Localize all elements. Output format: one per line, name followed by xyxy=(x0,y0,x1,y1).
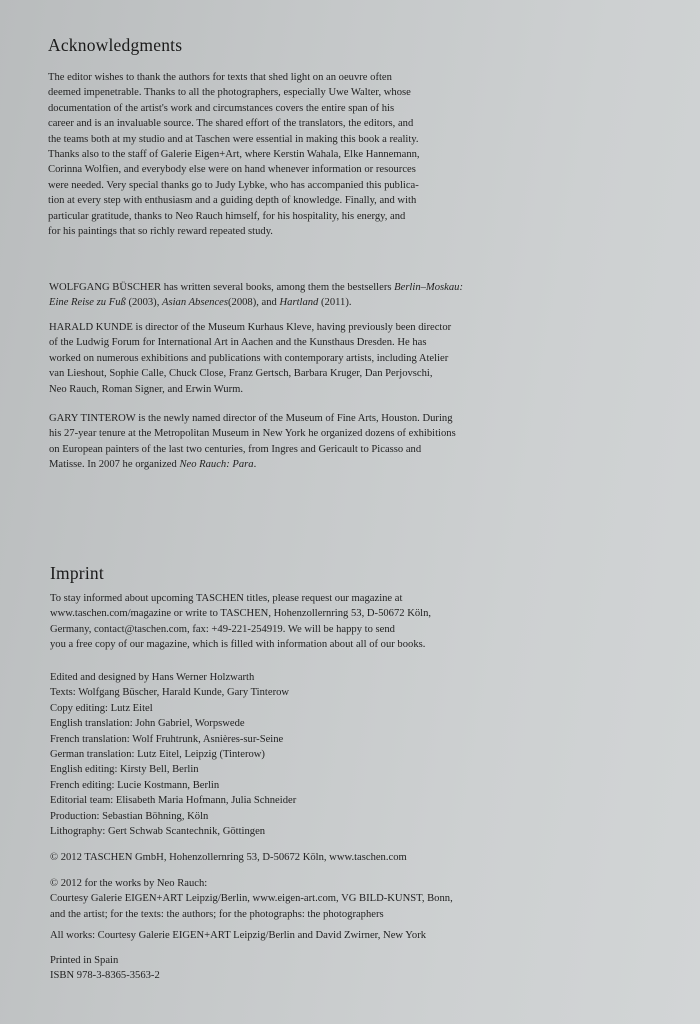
text-line: you a free copy of our magazine, which is filled with information about all of our books. xyxy=(50,639,426,651)
book-title: Hartland xyxy=(279,297,319,309)
text-line: To stay informed about upcoming TASCHEN titles, please request our magazine at xyxy=(50,593,403,604)
imprint-heading: Imprint xyxy=(50,563,104,583)
text-line: Thanks also to the staff of Galerie Eigen+Art, where Kerstin Wahala, Elke Hannemann, xyxy=(48,149,420,161)
copyright-publisher xyxy=(50,850,407,865)
acknowledgments-heading: Acknowledgments xyxy=(48,35,183,55)
text-line: Neo Rauch, Roman Signer, and Erwin Wurm. xyxy=(49,383,244,395)
text-line: All works: Courtesy Galerie EIGEN+ART Leipzig/Berlin and David Zwirner, New York xyxy=(50,930,427,941)
credit-line: Copy editing: Lutz Eitel xyxy=(50,702,153,714)
text-line: Matisse. In 2007 he organized Neo Rauch: Para. xyxy=(49,459,257,471)
credit-line: English editing: Kirsty Bell, Berlin xyxy=(50,764,199,776)
text-line: www.taschen.com/magazine or write to TASCHEN, Hohenzollernring 53, D-50672 Köln, xyxy=(50,608,432,620)
text-line: © 2012 for the works by Neo Rauch: xyxy=(50,878,208,889)
credit-line: English translation: John Gabriel, Worpswede xyxy=(50,718,245,730)
text-line: The editor wishes to thank the authors for texts that shed light on an oeuvre often xyxy=(48,72,392,83)
all-works-credit xyxy=(50,928,426,943)
exhibition-title: Neo Rauch: Para xyxy=(179,459,254,471)
text-line: deemed impenetrable. Thanks to all the photographers, especially Uwe Walter, whose xyxy=(48,87,411,99)
imprint-credits xyxy=(50,670,296,839)
bio-buscher xyxy=(49,280,463,311)
text-line: HARALD KUNDE is director of the Museum Kurhaus Kleve, having previously been director xyxy=(49,322,452,333)
credit-line: French translation: Wolf Fruhtrunk, Asnières-sur-Seine xyxy=(50,733,284,745)
credit-line: German translation: Lutz Eitel, Leipzig (Tinterow) xyxy=(50,749,265,761)
book-title: Eine Reise zu Fuß xyxy=(49,297,126,309)
printed-in: Printed in Spain xyxy=(50,955,119,966)
text-line: the teams both at my studio and at Taschen were essential in making this book a reality. xyxy=(48,133,419,145)
copyright-works xyxy=(50,876,453,922)
text-line: his 27-year tenure at the Metropolitan Museum in New York he organized dozens of exhibitions xyxy=(49,428,456,440)
credit-line: Edited and designed by Hans Werner Holzwarth xyxy=(50,672,255,683)
acknowledgments-text xyxy=(48,70,420,239)
text-line: Eine Reise zu Fuß (2003), Asian Absences(2008), and Hartland (2011). xyxy=(49,297,352,309)
text-line: of the Ludwig Forum for International Art in Aachen and the Kunsthaus Dresden. He has xyxy=(49,337,427,349)
text-line: Corinna Wolfien, and everybody else were on hand whenever information or resources xyxy=(48,164,416,176)
book-title: Berlin–Moskau: xyxy=(394,282,463,293)
imprint-intro xyxy=(50,591,431,653)
text-line: tion at every step with enthusiasm and a guiding depth of knowledge. Finally, and with xyxy=(48,195,417,207)
text-line: particular gratitude, thanks to Neo Rauch himself, for his hospitality, his energy, and xyxy=(48,210,406,222)
text-line: GARY TINTEROW is the newly named director of the Museum of Fine Arts, Houston. During xyxy=(49,413,453,424)
text-line: WOLFGANG BÜSCHER has written several books, among them the bestsellers Berlin–Moskau: xyxy=(49,282,463,293)
credit-line: Editorial team: Elisabeth Maria Hofmann, Julia Schneider xyxy=(50,795,297,807)
bio-tinterow xyxy=(49,411,456,473)
text-line: for his paintings that so richly reward repeated study. xyxy=(48,226,273,238)
text-line: on European painters of the last two centuries, from Ingres and Gericault to Picasso and xyxy=(49,443,422,455)
credit-line: Lithography: Gert Schwab Scantechnik, Göttingen xyxy=(50,826,266,838)
text-line: worked on numerous exhibitions and publications with contemporary artists, including Atelier xyxy=(49,352,449,364)
text-line: and the artist; for the texts: the authors; for the photographs: the photographers xyxy=(50,908,384,920)
text-line: career and is an invaluable source. The shared effort of the translators, the editors, and xyxy=(48,118,414,130)
text-line: Courtesy Galerie EIGEN+ART Leipzig/Berlin, www.eigen-art.com, VG BILD-KUNST, Bonn, xyxy=(50,893,453,905)
credit-line: French editing: Lucie Kostmann, Berlin xyxy=(50,779,220,791)
book-title: Asian Absences xyxy=(162,297,229,309)
text-line: documentation of the artist's work and circumstances covers the entire span of his xyxy=(48,102,395,114)
bio-kunde xyxy=(49,320,451,397)
text-line: Germany, contact@taschen.com, fax: +49-221-254919. We will be happy to send xyxy=(50,623,395,635)
printing-info xyxy=(50,953,160,984)
text-line: van Lieshout, Sophie Calle, Chuck Close, Franz Gertsch, Barbara Kruger, Dan Perjovschi, xyxy=(49,368,433,380)
credit-line: Texts: Wolfgang Büscher, Harald Kunde, Gary Tinterow xyxy=(50,687,290,699)
text-line: © 2012 TASCHEN GmbH, Hohenzollernring 53, D-50672 Köln, www.taschen.com xyxy=(50,852,407,863)
isbn: ISBN 978-3-8365-3563-2 xyxy=(50,970,160,982)
credit-line: Production: Sebastian Böhning, Köln xyxy=(50,810,209,822)
text-line: were needed. Very special thanks go to Judy Lybke, who has accompanied this publica- xyxy=(48,179,419,191)
